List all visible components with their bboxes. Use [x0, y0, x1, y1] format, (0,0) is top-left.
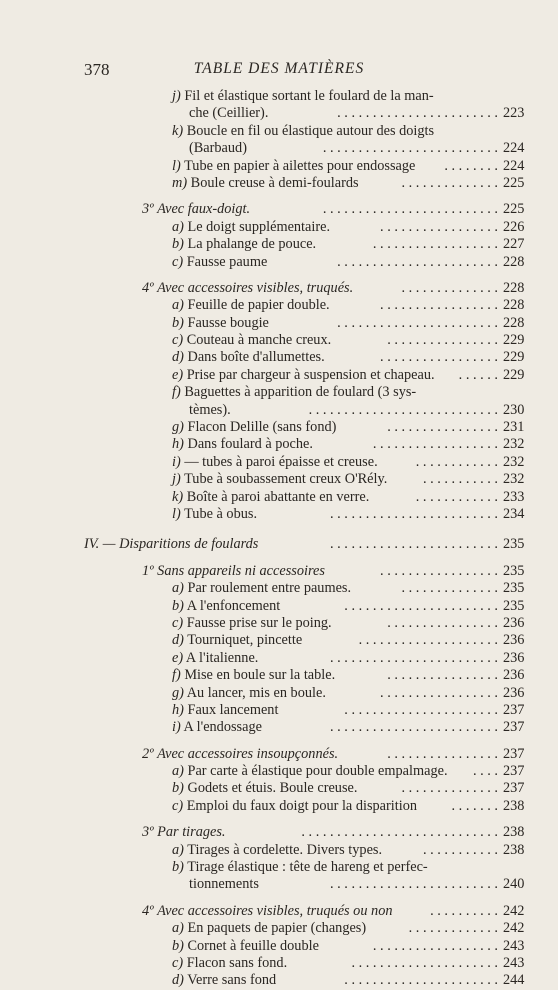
toc-entry [0, 955, 558, 972]
toc-entry-title: Faux lancement [187, 701, 279, 718]
toc-entry-title: Godets et étuis. Boule creuse. [187, 780, 358, 797]
toc-entry-title: Avec accessoires visibles, truqués. [157, 279, 354, 296]
toc-entry [0, 719, 558, 736]
toc-entry-label: l) [172, 505, 181, 522]
toc-page-number: 235 [503, 536, 525, 553]
toc-entry [0, 219, 558, 236]
toc-page-number: 224 [503, 157, 525, 174]
toc-page-number: 229 [503, 332, 525, 349]
toc-entry-text [172, 615, 332, 632]
leader-dots: . . . . . . . . . . . . [415, 453, 498, 470]
toc-entry [0, 702, 558, 719]
toc-entry-label: b) [172, 236, 184, 253]
toc-page-number: 232 [503, 471, 525, 488]
leader-dots: . . . . . . . . [444, 157, 498, 174]
toc-entry-text [142, 280, 353, 297]
toc-entry-label: b) [172, 780, 184, 797]
leader-dots: . . . . . . . . . . . . . . . . [387, 332, 498, 349]
toc-page-number: 226 [503, 218, 525, 235]
toc-page-number: 243 [503, 937, 525, 954]
toc-entry [0, 563, 558, 580]
toc-entry-text [172, 254, 267, 271]
toc-entry-title: Couteau à manche creux. [186, 332, 332, 349]
toc-page-number: 235 [503, 580, 525, 597]
toc-entry [0, 236, 558, 253]
toc-entry-text [172, 972, 276, 989]
toc-entry-text [189, 402, 231, 419]
leader-dots: . . . . . . . . . . . . [415, 488, 498, 505]
toc-page-number: 240 [503, 876, 525, 893]
toc-entry-label: d) [172, 972, 184, 989]
toc-entry [0, 842, 558, 859]
toc-page-number: 237 [503, 701, 525, 718]
toc-page-number: 228 [503, 314, 525, 331]
toc-entry-text [172, 598, 280, 615]
toc-entry-label: b) [172, 314, 184, 331]
toc-page-number: 244 [503, 972, 525, 989]
toc-entry [0, 384, 558, 401]
toc-entry-title: Cornet à feuille double [187, 937, 319, 954]
toc-entry-text [172, 315, 269, 332]
toc-entry-label: i) [172, 453, 181, 470]
toc-entry-text [172, 489, 369, 506]
toc-entry-label: c) [172, 614, 184, 631]
toc-entry-text [172, 938, 319, 955]
toc-entry-title: Avec faux-doigt. [157, 201, 251, 218]
toc-entry [0, 140, 558, 157]
toc-entry-title: Par carte à élastique pour double empalmage. [187, 763, 448, 780]
toc-entry [0, 471, 558, 488]
toc-entry-title: Prise par chargeur à suspension et chapeau. [186, 366, 435, 383]
toc-entry [0, 685, 558, 702]
toc-page-number: 237 [503, 780, 525, 797]
toc-entry-title: Verre sans fond [187, 972, 277, 989]
toc-entry [0, 454, 558, 471]
toc-entry-text [142, 563, 325, 580]
toc-page-number: 236 [503, 614, 525, 631]
toc-entry-title: Fausse paume [186, 253, 268, 270]
leader-dots: . . . . . . . . . . . . . . . . . [380, 562, 498, 579]
toc-entry-label: a) [172, 920, 184, 937]
toc-entry-text [172, 419, 336, 436]
leader-dots: . . . . . . . . . . . . . . . . . [380, 218, 498, 235]
toc-entry-text [172, 780, 357, 797]
toc-entry [0, 615, 558, 632]
toc-entry-label: a) [172, 218, 184, 235]
toc-entry-title: Par tirages. [157, 824, 226, 841]
toc-entry-text [189, 105, 268, 122]
toc-entry-label: b) [172, 859, 184, 876]
leader-dots: . . . . . . . . . . . [422, 471, 498, 488]
toc-entry-label: 2º [142, 745, 154, 762]
toc-entry-text [172, 219, 330, 236]
toc-entry-title: Tourniquet, pincette [187, 632, 303, 649]
toc-entry [0, 580, 558, 597]
toc-entry-title: tionnements [189, 876, 259, 893]
toc-page-number: 233 [503, 488, 525, 505]
leader-dots: . . . . . . . . . . . . . . . . . . . . . [351, 954, 498, 971]
toc-entry [0, 650, 558, 667]
leader-dots: . . . . . . . . . . . . . . [401, 174, 498, 191]
toc-entry [0, 436, 558, 453]
toc-entry [0, 763, 558, 780]
toc-entry-label: g) [172, 684, 184, 701]
toc-page-number: 232 [503, 436, 525, 453]
toc-entry-title: Baguettes à apparition de foulard (3 sys- [184, 384, 417, 401]
leader-dots: . . . . . . . . . . . . . . . . [387, 419, 498, 436]
toc-entry-text [142, 746, 338, 763]
leader-dots: . . . . . . . . . . . . . . . . . . . . . . . . [330, 649, 498, 666]
toc-entry-text [172, 158, 415, 175]
toc-entry-title: Dans foulard à poche. [187, 436, 313, 453]
leader-dots: . . . . . . . . . . . . . . . . . [380, 349, 498, 366]
toc-entry [0, 824, 558, 841]
section-spacer [0, 271, 558, 280]
toc-page-number: 225 [503, 201, 525, 218]
toc-entry-text [172, 580, 351, 597]
toc-entry-label: a) [172, 763, 184, 780]
toc-entry-label: 4º [142, 902, 154, 919]
toc-entry-label: e) [172, 366, 184, 383]
leader-dots: . . . . . . . . . . . . . . . . . [380, 297, 498, 314]
leader-dots: . . . . . . . [451, 797, 498, 814]
toc-entry-label: c) [172, 954, 184, 971]
toc-entry [0, 419, 558, 436]
toc-entry-text [172, 332, 331, 349]
toc-entry-text [172, 367, 435, 384]
toc-entry-text [172, 349, 325, 366]
toc-entry-text [172, 632, 302, 649]
toc-entry-title: Emploi du faux doigt pour la disparition [186, 797, 417, 814]
toc-entry-label: 3º [142, 201, 154, 218]
toc-entry-text [172, 920, 366, 937]
toc-entry-label: k) [172, 122, 184, 139]
leader-dots: . . . . . . . . . . . . . . . . . . . . . . . [337, 253, 498, 270]
toc-entry [0, 746, 558, 763]
toc-entry [0, 972, 558, 989]
toc-entry-text [172, 667, 335, 684]
leader-dots: . . . . . . . . . . . . . . . . . . . . . . . . [330, 719, 498, 736]
toc-entry [0, 175, 558, 192]
leader-dots: . . . . . . . . . . . . . . . . . . . . . . [344, 701, 498, 718]
toc-page-number: 231 [503, 419, 525, 436]
leader-dots: . . . . . . . . . . . . . . . . . . . . . . . . . . . . [301, 824, 498, 841]
leader-dots: . . . . . . . . . . . . . . . . . . . . [358, 632, 498, 649]
toc-page-number: 237 [503, 719, 525, 736]
toc-entry [0, 780, 558, 797]
toc-entry-label: j) [172, 88, 181, 104]
toc-entry-title: tèmes). [189, 401, 231, 418]
toc-entry-title: Boucle en fil ou élastique autour des doigts [186, 122, 435, 139]
toc-entry [0, 632, 558, 649]
leader-dots: . . . . . . . . . . . . . . . . . . [372, 436, 498, 453]
toc-entry [0, 280, 558, 297]
toc-entry-title: Tirage élastique : tête de hareng et perfec- [187, 859, 428, 876]
toc-entry-label: l) [172, 157, 181, 174]
toc-entry-label: i) [172, 719, 181, 736]
toc-entry-title: Tirages à cordelette. Divers types. [187, 841, 383, 858]
toc-entry [0, 315, 558, 332]
toc-page-number: 234 [503, 505, 525, 522]
toc-entry-label: f) [172, 384, 181, 401]
toc-entry-label: m) [172, 174, 188, 191]
toc-entry-title: Tube en papier à ailettes pour endossage [184, 157, 416, 174]
toc-entry-text [172, 384, 416, 401]
toc-entry-label: d) [172, 349, 184, 366]
section-spacer [0, 815, 558, 824]
toc-entry-text [172, 650, 258, 667]
leader-dots: . . . . . . . . . . . . . . . . [387, 745, 498, 762]
toc-entry-label: 4º [142, 279, 154, 296]
toc-page-number: 237 [503, 745, 525, 762]
toc-entry-text [172, 175, 359, 192]
toc-entry [0, 506, 558, 523]
toc-entry-label: g) [172, 419, 184, 436]
leader-dots: . . . . . . . . . . . . . . [401, 279, 498, 296]
toc-entry-text [172, 719, 262, 736]
toc-entry-text [172, 763, 448, 780]
toc-page-number: 235 [503, 562, 525, 579]
toc-page-number: 227 [503, 236, 525, 253]
toc-entry [0, 876, 558, 893]
toc-entry-text [172, 702, 278, 719]
toc-entry [0, 536, 558, 553]
toc-entry-title: A l'endossage [183, 719, 262, 736]
toc-entry-label: b) [172, 597, 184, 614]
toc-entry-text [172, 859, 428, 876]
toc-page-number: 236 [503, 649, 525, 666]
toc-entry-label: c) [172, 332, 184, 349]
toc-entry-text [142, 824, 225, 841]
toc-entry-text [172, 236, 316, 253]
toc-entry-text [172, 436, 313, 453]
toc-page-number: 230 [503, 401, 525, 418]
leader-dots: . . . . . . . . . . . . . . . . . . . . . . . . . . . [308, 401, 498, 418]
toc-entry-label: 3º [142, 824, 154, 841]
leader-dots: . . . . . . . . . . . . . . . . . . . . . . [344, 597, 498, 614]
toc-entry [0, 254, 558, 271]
section-spacer [0, 737, 558, 746]
toc-entry-title: Avec accessoires insoupçonnés. [157, 745, 339, 762]
toc-entry-text [172, 88, 434, 105]
toc-entry-title: (Barbaud) [189, 140, 247, 157]
toc-page-number: 238 [503, 824, 525, 841]
leader-dots: . . . . . . . . . . . . . . [401, 580, 498, 597]
toc-entry [0, 105, 558, 122]
toc-entry-label: h) [172, 701, 184, 718]
toc-entry-label: j) [172, 471, 181, 488]
toc-entry [0, 859, 558, 876]
toc-page-number: 228 [503, 279, 525, 296]
toc-page-number: 242 [503, 902, 525, 919]
leader-dots: . . . . . . . . . . . . . . . . [387, 667, 498, 684]
leader-dots: . . . . [472, 763, 498, 780]
toc-entry [0, 158, 558, 175]
toc-entry-title: La phalange de pouce. [187, 236, 317, 253]
toc-entry-label: c) [172, 797, 184, 814]
toc-entry [0, 297, 558, 314]
toc-entry-text [172, 955, 287, 972]
toc-entry-title: Fil et élastique sortant le foulard de la man- [184, 88, 434, 104]
toc-entry-title: Tube à soubassement creux O'Rély. [184, 471, 388, 488]
toc-entry-title: En paquets de papier (changes) [187, 920, 367, 937]
toc-page-number: 225 [503, 174, 525, 191]
toc-entry [0, 367, 558, 384]
toc-page-number: 223 [503, 105, 525, 122]
toc-page-number: 232 [503, 453, 525, 470]
toc-entry-text [172, 123, 434, 140]
section-spacer [0, 554, 558, 563]
toc-page-number: 236 [503, 684, 525, 701]
toc-entry-title: Flacon Delille (sans fond) [187, 419, 337, 436]
toc-entry-title: — tubes à paroi épaisse et creuse. [184, 453, 378, 470]
toc-entry-label: IV. — [84, 536, 116, 553]
toc-entry-title: Disparitions de foulards [119, 536, 259, 553]
toc-entry-text [142, 201, 250, 218]
toc-entry-text [172, 297, 330, 314]
leader-dots: . . . . . . . . . . . . . . . . . . . . . . . . [330, 876, 498, 893]
toc-entry-title: Flacon sans fond. [186, 954, 288, 971]
toc-entry-label: a) [172, 580, 184, 597]
toc-entry-text [172, 506, 257, 523]
toc-entry-label: d) [172, 632, 184, 649]
toc-entry-text [172, 454, 378, 471]
leader-dots: . . . . . . . . . . . . . . . . . . . . . . . . [330, 536, 498, 553]
leader-dots: . . . . . . . . . . . . . . . . . . . . . . . [337, 105, 498, 122]
leader-dots: . . . . . . . . . . . . . . . . [387, 614, 498, 631]
leader-dots: . . . . . . . . . . . . . . . . . . . . . . . . [330, 505, 498, 522]
toc-entry-text [142, 903, 393, 920]
toc-page-number: 242 [503, 920, 525, 937]
section-spacer [0, 523, 558, 536]
toc-entry-title: Mise en boule sur la table. [184, 667, 336, 684]
toc-entry-label: a) [172, 297, 184, 314]
toc-entry-text [189, 876, 259, 893]
toc-page-number: 238 [503, 797, 525, 814]
toc-entry-title: Sans appareils ni accessoires [157, 562, 325, 579]
toc-entry-label: h) [172, 436, 184, 453]
table-of-contents [0, 88, 558, 990]
toc-entry-title: Par roulement entre paumes. [187, 580, 352, 597]
toc-entry-title: Fausse prise sur le poing. [186, 614, 332, 631]
toc-entry [0, 349, 558, 366]
page-number: 378 [84, 60, 110, 79]
toc-page-number: 228 [503, 297, 525, 314]
toc-entry [0, 903, 558, 920]
toc-entry [0, 88, 558, 105]
toc-entry [0, 938, 558, 955]
toc-entry-title: A l'italienne. [185, 649, 259, 666]
toc-entry-label: a) [172, 841, 184, 858]
toc-entry-title: Boîte à paroi abattante en verre. [186, 488, 370, 505]
leader-dots: . . . . . . . . . . [430, 902, 498, 919]
leader-dots: . . . . . . . . . . . . . . . . . . [372, 236, 498, 253]
toc-page-number: 228 [503, 253, 525, 270]
toc-page-number: 229 [503, 366, 525, 383]
toc-entry-text [84, 536, 258, 553]
toc-entry-label: b) [172, 937, 184, 954]
toc-entry [0, 402, 558, 419]
toc-entry-title: Tube à obus. [184, 505, 258, 522]
toc-entry-title: Feuille de papier double. [187, 297, 330, 314]
toc-entry-text [172, 798, 417, 815]
section-spacer [0, 894, 558, 903]
leader-dots: . . . . . . . . . . . . . . [401, 780, 498, 797]
toc-entry-title: Au lancer, mis en boule. [186, 684, 326, 701]
leader-dots: . . . . . . . . . . . . . . . . . . . . . . . [337, 314, 498, 331]
running-title: TABLE DES MATIÈRES [193, 60, 365, 77]
toc-entry-text [189, 140, 247, 157]
toc-entry [0, 489, 558, 506]
toc-entry-title: A l'enfoncement [186, 597, 281, 614]
toc-page-number: 237 [503, 763, 525, 780]
toc-entry-label: 1º [142, 562, 154, 579]
toc-page-number: 235 [503, 597, 525, 614]
toc-entry [0, 920, 558, 937]
toc-entry [0, 667, 558, 684]
toc-entry-label: f) [172, 667, 181, 684]
toc-entry-title: Dans boîte d'allumettes. [187, 349, 325, 366]
toc-entry-title: Avec accessoires visibles, truqués ou non [157, 902, 393, 919]
leader-dots: . . . . . . . . . . . . . . . . . . [372, 937, 498, 954]
toc-entry [0, 598, 558, 615]
toc-entry-title: Le doigt supplémentaire. [187, 218, 331, 235]
toc-entry [0, 332, 558, 349]
toc-page-number: 236 [503, 632, 525, 649]
toc-entry-label: k) [172, 488, 184, 505]
toc-page-number: 229 [503, 349, 525, 366]
leader-dots: . . . . . . [458, 366, 498, 383]
toc-entry-text [172, 471, 387, 488]
leader-dots: . . . . . . . . . . . . . [408, 920, 498, 937]
leader-dots: . . . . . . . . . . . . . . . . . . . . . . [344, 972, 498, 989]
leader-dots: . . . . . . . . . . . . . . . . . . . . . . . . . [322, 201, 498, 218]
toc-page-number: 238 [503, 841, 525, 858]
toc-entry-title: che (Ceillier). [189, 105, 269, 122]
toc-entry [0, 123, 558, 140]
toc-entry [0, 798, 558, 815]
toc-page-number: 243 [503, 954, 525, 971]
toc-entry-label: c) [172, 253, 184, 270]
section-spacer [0, 192, 558, 201]
toc-entry [0, 201, 558, 218]
toc-entry-title: Boule creuse à demi-foulards [190, 174, 359, 191]
toc-entry-label: e) [172, 649, 184, 666]
leader-dots: . . . . . . . . . . . . . . . . . . . . . . . . . [322, 140, 498, 157]
leader-dots: . . . . . . . . . . . . . . . . . [380, 684, 498, 701]
toc-entry-text [172, 685, 326, 702]
toc-entry-title: Fausse bougie [187, 314, 269, 331]
toc-page-number: 236 [503, 667, 525, 684]
toc-page-number: 224 [503, 140, 525, 157]
toc-entry-text [172, 842, 382, 859]
leader-dots: . . . . . . . . . . . [422, 841, 498, 858]
running-header [0, 58, 558, 82]
